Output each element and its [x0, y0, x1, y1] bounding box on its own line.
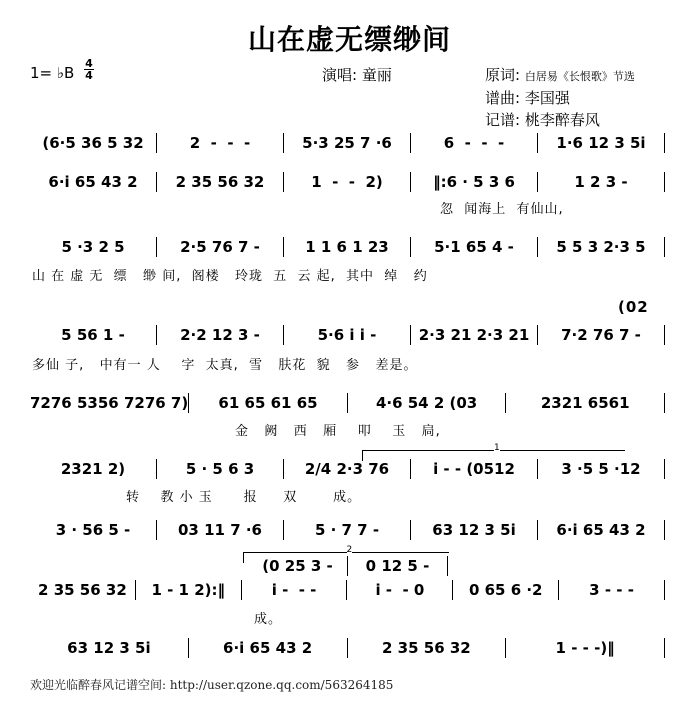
measure: 5·3 25 7 ·6 — [302, 134, 392, 152]
pickup-measure: (02 — [618, 298, 649, 316]
lyrics-line: 忽 闻海上 有仙山, — [440, 202, 564, 217]
measure: (0 25 3 - — [262, 557, 333, 575]
score-row — [30, 459, 665, 479]
time-sig-bottom: 4 — [85, 69, 93, 82]
measure: 5 5 3 2·3 5 — [556, 238, 646, 256]
volta-number: 1 — [494, 443, 500, 453]
measure: 2 35 56 32 — [175, 173, 265, 191]
score-row — [30, 393, 665, 413]
measure: 2 - - - — [189, 134, 251, 152]
barline — [664, 133, 665, 153]
lyricist — [485, 64, 635, 85]
measure: 5 ·3 2 5 — [61, 238, 125, 256]
score-row — [30, 325, 665, 345]
footer-link[interactable]: 欢迎光临醉春风记谱空间: http://user.qzone.qq.com/563264185 — [30, 678, 394, 692]
measure: 2·2 12 3 - — [180, 326, 260, 344]
measure: 1 - - -)‖ — [555, 639, 615, 657]
lyrics-line: 山 在 虚 无 缥 缈 间, 阁楼 玲珑 五 云 起, 其中 绰 约 — [32, 269, 428, 284]
measure: 2·5 76 7 - — [180, 238, 260, 256]
measure: 5 · 7 7 - — [314, 521, 380, 539]
measure: (6·5 36 5 32 — [42, 134, 144, 152]
score-row — [248, 556, 448, 576]
time-signature — [84, 58, 94, 81]
score-row — [30, 520, 665, 540]
lyrics-line: 多仙 子, 中有一 人 字 太真, 雪 肤花 貌 参 差是。 — [32, 358, 418, 373]
measure: 2/4 2·3 76 — [304, 460, 390, 478]
measure: 2·3 21 2·3 21 — [418, 326, 530, 344]
measure: 03 11 7 ·6 — [178, 521, 262, 539]
measure: 3 · 56 5 - — [55, 521, 131, 539]
measure: 1·6 12 3 5i — [556, 134, 646, 152]
score-row — [30, 580, 665, 600]
score-row — [30, 237, 665, 257]
volta-bracket — [362, 443, 625, 461]
score-title: 山在虚无缥缈间 — [247, 23, 451, 56]
measure: i - - (0512 — [433, 460, 515, 478]
measure: 5 56 1 - — [61, 326, 125, 344]
measure: i - - - — [271, 581, 317, 599]
measure: 2 35 56 32 — [382, 639, 471, 657]
barline — [664, 393, 665, 413]
barline — [664, 172, 665, 192]
barline — [664, 638, 665, 658]
measure: 0 65 6 ·2 — [468, 581, 543, 599]
measure: 0 12 5 - — [365, 557, 430, 575]
measure: 2 35 56 32 — [38, 581, 127, 599]
measure: 7276 5356 7276 7) — [30, 394, 189, 412]
measure: 7·2 76 7 - — [561, 326, 641, 344]
barline — [447, 556, 448, 576]
time-sig-top: 4 — [85, 57, 93, 70]
measure: 4·6 54 2 (03 — [375, 394, 478, 412]
measure: 63 12 3 5i — [67, 639, 151, 657]
measure: 6·i 65 43 2 — [556, 521, 646, 539]
barline — [664, 580, 665, 600]
measure: 1 - 1 2):‖ — [151, 581, 226, 599]
score-row — [30, 172, 665, 192]
composer: 谱曲: 李国强 — [485, 89, 570, 107]
measure: 1 2 3 - — [574, 173, 628, 191]
measure: 3 ·5 5 ·12 — [561, 460, 641, 478]
lyrics-line: 转 教 小 玉 报 双 成。 — [126, 490, 362, 505]
key-signature: 1= ♭B — [30, 64, 75, 82]
barline — [664, 237, 665, 257]
measure: 5 · 5 6 3 — [185, 460, 255, 478]
volta-number: 2 — [346, 545, 353, 555]
measure: 5·1 65 4 - — [434, 238, 514, 256]
measure: 61 65 61 65 — [218, 394, 318, 412]
measure: 1 - - 2) — [311, 173, 383, 191]
singer: 演唱: 童丽 — [322, 66, 392, 84]
measure: 6·i 65 43 2 — [223, 639, 313, 657]
measure: 1 1 6 1 23 — [305, 238, 389, 256]
barline — [664, 459, 665, 479]
measure: 63 12 3 5i — [432, 521, 516, 539]
score-row — [30, 638, 665, 658]
measure: 5·6 i i - — [317, 326, 377, 344]
measure: 6 - - - — [443, 134, 505, 152]
measure: 6·i 65 43 2 — [48, 173, 138, 191]
measure: 2321 6561 — [540, 394, 630, 412]
measure: 2321 2) — [60, 460, 126, 478]
lyrics-line: 金 阙 西 厢 叩 玉 扃, — [235, 424, 441, 439]
barline — [664, 325, 665, 345]
measure: 3 - - - — [589, 581, 634, 599]
lyricist-name: 白居易《长恨歌》节选 — [524, 70, 635, 83]
lyricist-label: 原词: — [485, 66, 521, 84]
lyrics-line: 成。 — [254, 612, 283, 627]
transcriber: 记谱: 桃李醉春风 — [485, 111, 600, 129]
measure: i - - 0 — [375, 581, 425, 599]
score-row — [30, 133, 665, 153]
barline — [664, 520, 665, 540]
measure: ‖:6 · 5 3 6 — [433, 173, 515, 191]
